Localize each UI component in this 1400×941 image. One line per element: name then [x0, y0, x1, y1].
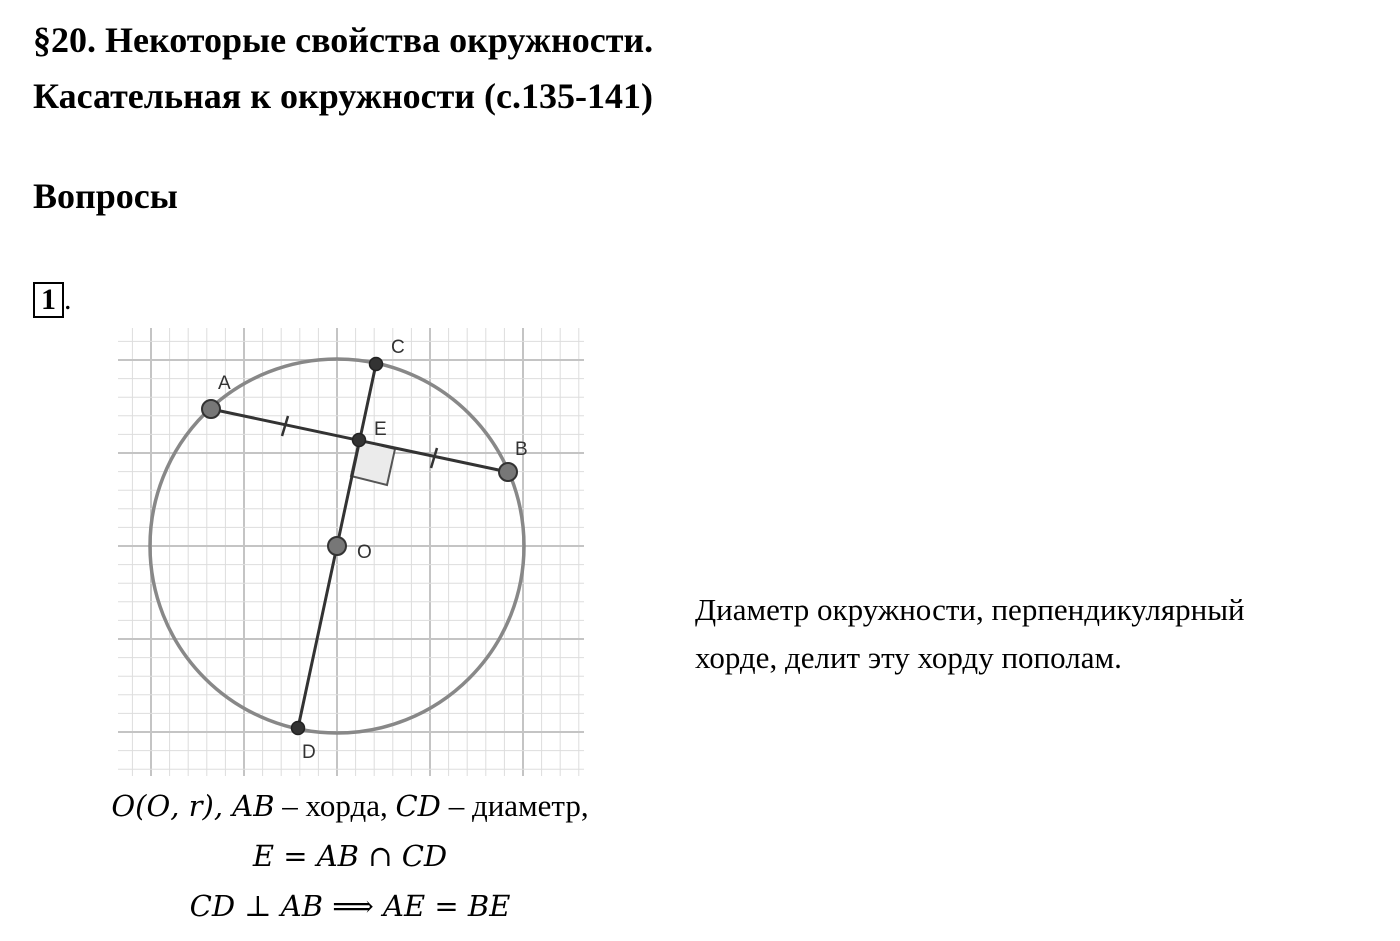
label-e: E [374, 419, 387, 440]
section-title: Вопросы [33, 176, 178, 216]
caption-chord-word: – хорда, [274, 788, 396, 823]
point-c [370, 358, 383, 371]
caption-line-1 [0, 790, 700, 821]
caption-diameter-word: – диаметр, [440, 788, 589, 823]
label-o: O [357, 542, 372, 563]
label-b: B [515, 439, 528, 460]
question-number-box: 1 [33, 282, 64, 318]
question-number-dot: . [64, 283, 72, 316]
heading-line-2: Касательная к окружности (с.135-141) [33, 76, 653, 116]
point-b [499, 463, 517, 481]
answer-text [695, 586, 1375, 682]
point-d [292, 722, 305, 735]
heading-line-1: §20. Некоторые свойства окружности. [33, 20, 654, 60]
caption-circle-chord: 𝑂(𝑂, 𝑟), 𝐴𝐵 [111, 789, 275, 823]
caption-cd: 𝐶𝐷 [395, 789, 441, 823]
point-e [353, 434, 366, 447]
label-d: D [302, 742, 316, 763]
grid [118, 328, 584, 776]
label-a: A [218, 373, 231, 394]
point-o [328, 537, 346, 555]
caption-line-3 [0, 890, 700, 921]
caption-implication: 𝐶𝐷 ⊥ 𝐴𝐵 ⟹ 𝐴𝐸 = 𝐵𝐸 [189, 889, 511, 923]
caption-line-2 [0, 840, 700, 871]
label-c: C [391, 337, 405, 358]
point-a [202, 400, 220, 418]
answer-line-2: хорде, делит эту хорду пополам. [695, 640, 1122, 675]
caption-intersection: 𝐸 = 𝐴𝐵 ∩ 𝐶𝐷 [252, 839, 448, 873]
answer-line-1: Диаметр окружности, перпендикулярный [695, 592, 1245, 627]
